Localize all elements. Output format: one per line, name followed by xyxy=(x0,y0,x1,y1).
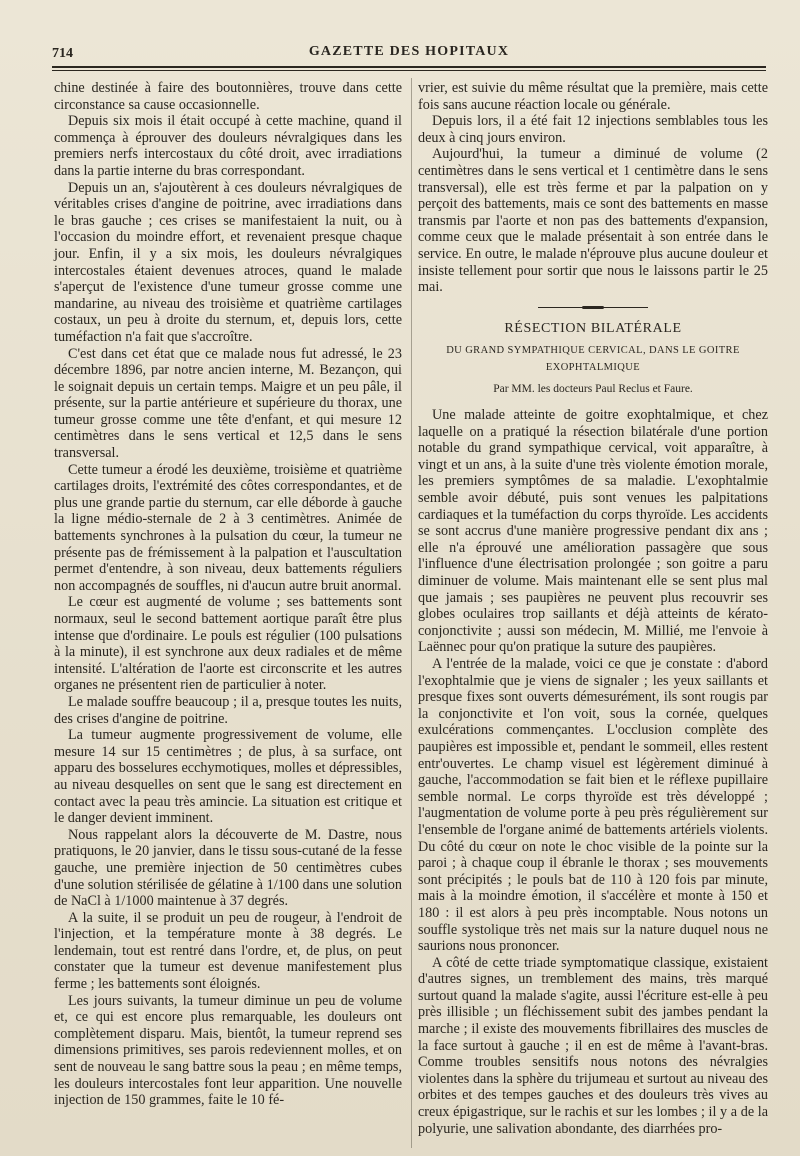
paragraph: C'est dans cet état que ce malade nous fut adressé, le 23 décembre 1896, par notre ancien interne, M. Bezançon, qui le soignait depuis un certain temps. Maigre et un peu pâle, il présente, sur la partie antérieure et supérieure du thorax, une tumeur grosse comme une tête d'enfant, et qui mesure 12 centimètres dans le sens vertical et 12,5 dans le sens transversal. xyxy=(54,345,402,462)
right-column xyxy=(418,80,768,1137)
column-divider xyxy=(411,78,412,1148)
header-rule-thin xyxy=(52,70,766,71)
header-rule-thick xyxy=(52,66,766,68)
left-column xyxy=(54,80,402,1109)
paragraph: Depuis six mois il était occupé à cette machine, quand il commença à éprouver des douleurs névralgiques dans les premiers nerfs intercostaux du côté droit, avec irradiations dans la partie interne du bras correspondant. xyxy=(54,113,402,179)
paragraph: Une malade atteinte de goitre exophtalmique, et chez laquelle on a pratiqué la résection bilatérale d'une portion notable du grand sympathique cervical, voit apparaître, à vingt et un ans, à la suite d'une très violente émotion morale, les premiers symptômes de sa maladie. L'exophtalmie semble avoir débuté, puis sont venues les palpitations cardiaques et la tuméfaction du corps thyroïde. Les accidents se sont accrus d'une manière progressive pendant dix ans ; elle n'a éprouvé une amélioration passagère que sous l'influence d'une électrisation prolongée ; son goitre a paru diminuer de volume. Mais maintenant elle se sent plus mal que jamais ; ses paupières ne peuvent plus recouvrir ses globes oculaires trop saillants et déjà atteints de kérato-conjonctivite ; aussi son médecin, M. Millié, me l'envoie à Laënnec pour qu'on pratique la suture des paupières. xyxy=(418,407,768,656)
paragraph: Nous rappelant alors la découverte de M. Dastre, nous pratiquons, le 20 janvier, dans le tissu sous-cutané de la fesse gauche, une première injection de 50 centimètres cubes d'une solution stérilisée de gélatine à 1/100 dans une solution de NaCl à 1/1000 maintenue à 37 degrés. xyxy=(54,826,402,910)
section-authors: Par MM. les docteurs Paul Reclus et Faure. xyxy=(493,382,693,395)
paragraph: chine destinée à faire des boutonnières, trouve dans cette circonstance sa cause occasionnelle. xyxy=(54,80,402,113)
paragraph: La tumeur augmente progressivement de volume, elle mesure 14 sur 15 centimètres ; de plus, à sa surface, ont apparu des bosselures ecchymotiques, molles et dépressibles, au niveau desquelles on sent que le sang est directement en contact avec la peau très amincie. La situation est critique et le danger devient imminent. xyxy=(54,727,402,827)
paragraph: Aujourd'hui, la tumeur a diminué de volume (2 centimètres dans le sens vertical et 1 centimètre dans le sens transversal), elle est très ferme et par la palpation on y perçoit des battements, mais ce sont des battements en masse transmis par l'aorte et non pas des battements d'expansion, comme ceux que le malade présentait à son entrée dans le service. En outre, le malade n'éprouve plus aucune douleur et insiste tellement pour sortir que nous le laissons partir le 25 mai. xyxy=(418,146,768,296)
paragraph: Le malade souffre beaucoup ; il a, presque toutes les nuits, des crises d'angine de poitrine. xyxy=(54,693,402,727)
paragraph: Depuis lors, il a été fait 12 injections semblables tous les deux à cinq jours environ. xyxy=(418,113,768,146)
section-title: RÉSECTION BILATÉRALE xyxy=(504,320,682,336)
page-number: 714 xyxy=(52,46,73,61)
page-header xyxy=(52,42,766,66)
paragraph: Le cœur est augmenté de volume ; ses battements sont normaux, seul le second battement aortique paraît être plus intense que d'ordinaire. Le pouls est régulier (100 pulsations à la minute), il est synchrone aux deux radiales et de même intensité. L'altération de l'aorte est circonscrite et les autres organes ne présentent rien de particulier à noter. xyxy=(54,594,402,694)
paragraph: Cette tumeur a érodé les deuxième, troisième et quatrième cartilages droits, l'extrémité des côtes correspondantes, et de plus une grande partie du sternum, car elle déborde à gauche la ligne médio-sternale de 2 à 3 centimètres. Animée de battements synchrones à la pulsation du cœur, la tumeur ne présente pas de frémissement à la palpation et l'auscultation permet d'entendre, à son niveau, deux battements réguliers non accompagnés de souffles, ni d'aucun autre bruit anormal. xyxy=(54,461,402,594)
paragraph: Les jours suivants, la tumeur diminue un peu de volume et, ce qui est encore plus remarquable, les douleurs ont complètement disparu. Mais, bientôt, la tumeur reprend ses dimensions primitives, ses parois redeviennent molles, et on sent de nouveau le sang battre sous la peau ; en même temps, les douleurs intercostales font leur apparition. Une nouvelle injection de 150 grammes, faite le 10 fé- xyxy=(54,992,402,1109)
journal-title: GAZETTE DES HOPITAUX xyxy=(308,44,510,59)
paragraph: Depuis un an, s'ajoutèrent à ces douleurs névralgiques de véritables crises d'angine de poitrine, avec irradiations dans le bras gauche ; ces crises se manifestaient la nuit, ou à l'occasion du moindre effort, et revenaient presque chaque jour. Enfin, il y a six mois, les douleurs névralgiques intercostales étaient devenues atroces, quand le malade s'aperçut de l'existence d'une tumeur grosse comme une mandarine, au niveau des troisième et quatrième cartilages costaux, un peu à droite du sternum, et, depuis lors, cette tuméfaction n'a fait que s'accroître. xyxy=(54,179,402,345)
section-subtitle: DU GRAND SYMPATHIQUE CERVICAL, DANS LE GOITRE EXOPHTALMIQUE xyxy=(446,345,740,373)
paragraph: vrier, est suivie du même résultat que la première, mais cette fois sans aucune réaction locale ou générale. xyxy=(418,80,768,113)
paragraph: A la suite, il se produit un peu de rougeur, à l'endroit de l'injection, et la température monte à 38 degrés. Le lendemain, tout est rentré dans l'ordre, et, de plus, on peut constater que la tumeur est devenue manifestement plus ferme ; les battements sont éloignés. xyxy=(54,909,402,993)
paragraph: A côté de cette triade symptomatique classique, existaient d'autres signes, un tremblement des mains, très marqué surtout quand la malade s'agite, aussi l'écriture est-elle à peu près illisible ; un fléchissement subit des jambes pendant la marche ; il existe des mouvements fibrillaires des muscles de la face surtout à gauche ; il en est de même à l'avant-bras. Comme troubles sensitifs nous notons des névralgies violentes dans la sphère du trijumeau et surtout au niveau des orbites et des tempes gauches et des douleurs très vives au creux épigastrique, sur le rachis et sur les lombes ; il y a de la polyurie, une salivation abondante, des diarrhées pro- xyxy=(418,954,768,1137)
paragraph: A l'entrée de la malade, voici ce que je constate : d'abord l'exophtalmie que je viens de signaler ; les yeux saillants et presque fixes sont ouverts démesurément, ils sont rougis par la conjonctivite et l'on voit, sous la cornée, quelques exulcérations commençantes. L'occlusion complète des paupières est impossible et, pendant le sommeil, elles restent entr'ouvertes. Le champ visuel est légèrement diminué à gauche, l'accommodation se fait bien et le réflexe pupillaire semble normal. Le corps thyroïde est très développé ; l'augmentation de volume porte à peu près régulièrement sur l'ensemble de l'organe animé de battements artériels violents. Du côté du cœur on note le choc visible de la pointe sur la paroi ; à chaque coup il ébranle le thorax ; ses mouvements sont précipités ; le pouls bat de 110 à 120 fois par minute, mais à la moindre émotion, il s'accélère et monte à 150 et 180 : il est alors à peu près incomptable. Nous notons un souffle systolique très net mais sur la nature duquel nous ne saurions nous prononcer. xyxy=(418,656,768,955)
section-separator xyxy=(538,306,648,309)
